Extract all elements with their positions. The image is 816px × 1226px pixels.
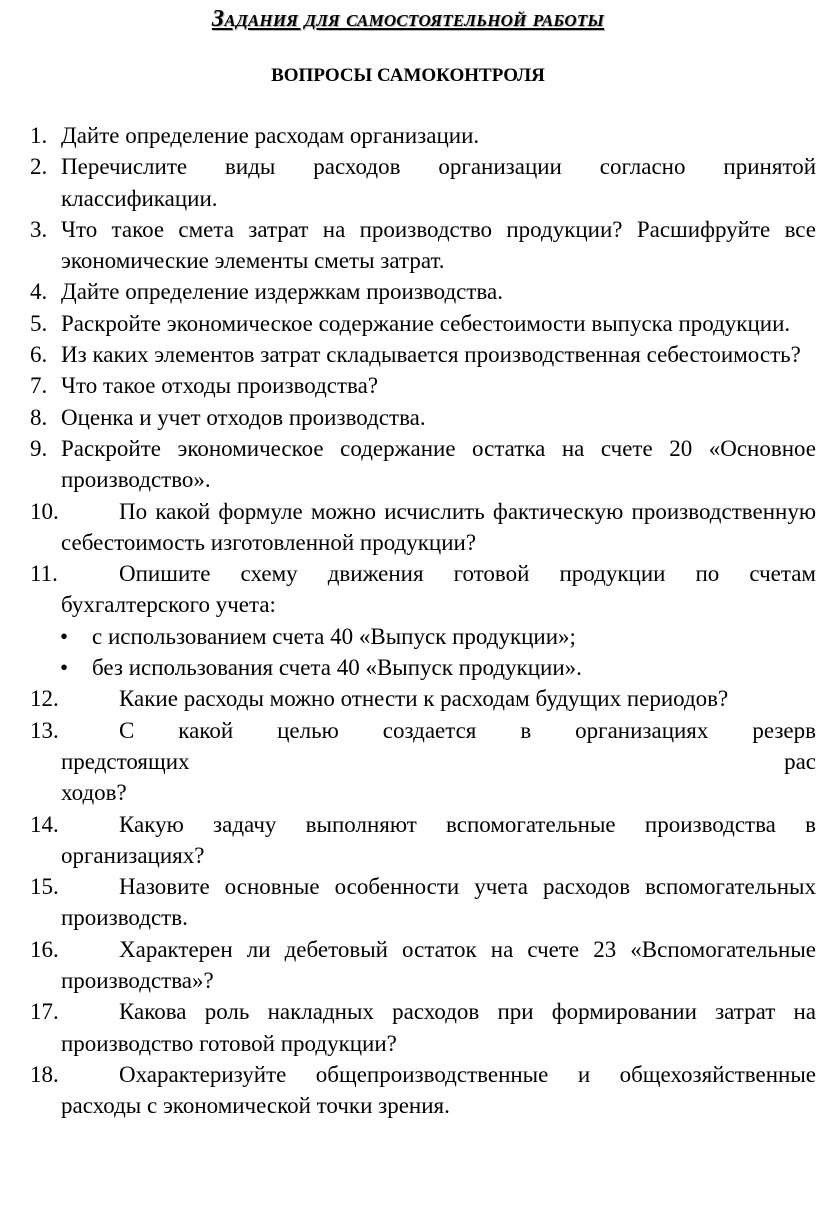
item-text: Оценка и учет отходов производства.	[61, 404, 426, 430]
item-number: 6.	[30, 342, 48, 368]
list-item	[30, 934, 816, 997]
item-text: Какую задачу выполняют вспомогательные производства в организациях?	[61, 811, 816, 868]
item-number: 12.	[30, 686, 59, 712]
item-number: 2.	[30, 154, 48, 180]
item-text: без использования счета 40 «Выпуск продукции».	[92, 655, 582, 681]
list-item	[30, 402, 816, 433]
item-number: 4.	[30, 279, 48, 305]
item-text: Опишите схему движения готовой продукции по счетам бухгалтерского учета:	[61, 561, 816, 618]
list-item	[30, 433, 816, 496]
list-item	[30, 652, 816, 683]
item-text: С какой целью создается в организациях резерв	[119, 717, 816, 743]
item-text: с использованием счета 40 «Выпуск продукции»;	[92, 623, 576, 649]
item-text: Что такое отходы производства?	[61, 373, 379, 399]
page-title: Задания для самостоятельной работы	[211, 6, 605, 32]
item-text: Раскройте экономическое содержание себестоимости выпуска продукции.	[61, 310, 791, 336]
item-number: 3.	[30, 216, 48, 242]
item-text: ходов?	[61, 780, 127, 806]
item-number: 7.	[30, 373, 48, 399]
list-item	[30, 621, 816, 652]
item-number: 13.	[30, 717, 59, 743]
list-item	[30, 1059, 816, 1122]
item-number: 10.	[30, 498, 59, 524]
list-item	[30, 996, 816, 1059]
item-number: 1.	[30, 123, 48, 148]
list-item	[30, 120, 816, 151]
list-item	[30, 496, 816, 559]
bullet-icon: •	[60, 623, 69, 649]
item-number: 16.	[30, 936, 59, 962]
item-text: Какие расходы можно отнести к расходам будущих периодов?	[119, 686, 729, 712]
list-item	[30, 809, 816, 872]
item-number: 9.	[30, 435, 48, 461]
item-number: 15.	[30, 874, 59, 900]
list-item	[30, 308, 816, 339]
item-number: 14.	[30, 811, 59, 837]
item-text: Назовите основные особенности учета расходов вспомогательных производств.	[61, 874, 816, 931]
bullet-icon: •	[60, 655, 69, 681]
item-text: Что такое смета затрат на производство продукции? Расшифруйте все экономические элементы сметы затрат.	[61, 216, 816, 274]
item-number: 8.	[30, 404, 48, 430]
list-item	[30, 339, 816, 370]
list-item	[30, 370, 816, 401]
item-number: 18.	[30, 1061, 59, 1087]
section-heading: ВОПРОСЫ САМОКОНТРОЛЯ	[271, 65, 545, 86]
list-item	[30, 871, 816, 934]
questions-list	[30, 120, 816, 1122]
item-number: 17.	[30, 999, 59, 1025]
list-item	[30, 683, 816, 714]
item-text: По какой формуле можно исчислить фактическую производственную себестоимость изготовленной продукции?	[61, 498, 816, 555]
item-text: Раскройте экономическое содержание остатка на счете 20 «Основное производство».	[61, 435, 816, 493]
list-item	[30, 558, 816, 621]
list-item	[30, 715, 816, 809]
item-text: предстоящих рас	[61, 748, 816, 774]
item-text: Из каких элементов затрат складывается производственная себестоимость?	[61, 342, 801, 368]
list-item	[30, 276, 816, 307]
list-item	[30, 151, 816, 214]
item-text: Перечислите виды расходов организации согласно принятой классификации.	[61, 154, 816, 211]
list-item	[30, 214, 816, 277]
item-text: Охарактеризуйте общепроизводственные и общехозяйственные расходы с экономической точки зрения.	[61, 1061, 816, 1119]
item-number: 5.	[30, 310, 48, 336]
item-text: Дайте определение расходам организации.	[61, 123, 480, 148]
item-text: Дайте определение издержкам производства.	[61, 279, 503, 305]
item-text: Характерен ли дебетовый остаток на счете 23 «Вспомогательные производства»?	[61, 936, 816, 994]
item-text: Какова роль накладных расходов при формировании затрат на производство готовой продукции?	[61, 999, 816, 1056]
item-number: 11.	[30, 561, 58, 587]
